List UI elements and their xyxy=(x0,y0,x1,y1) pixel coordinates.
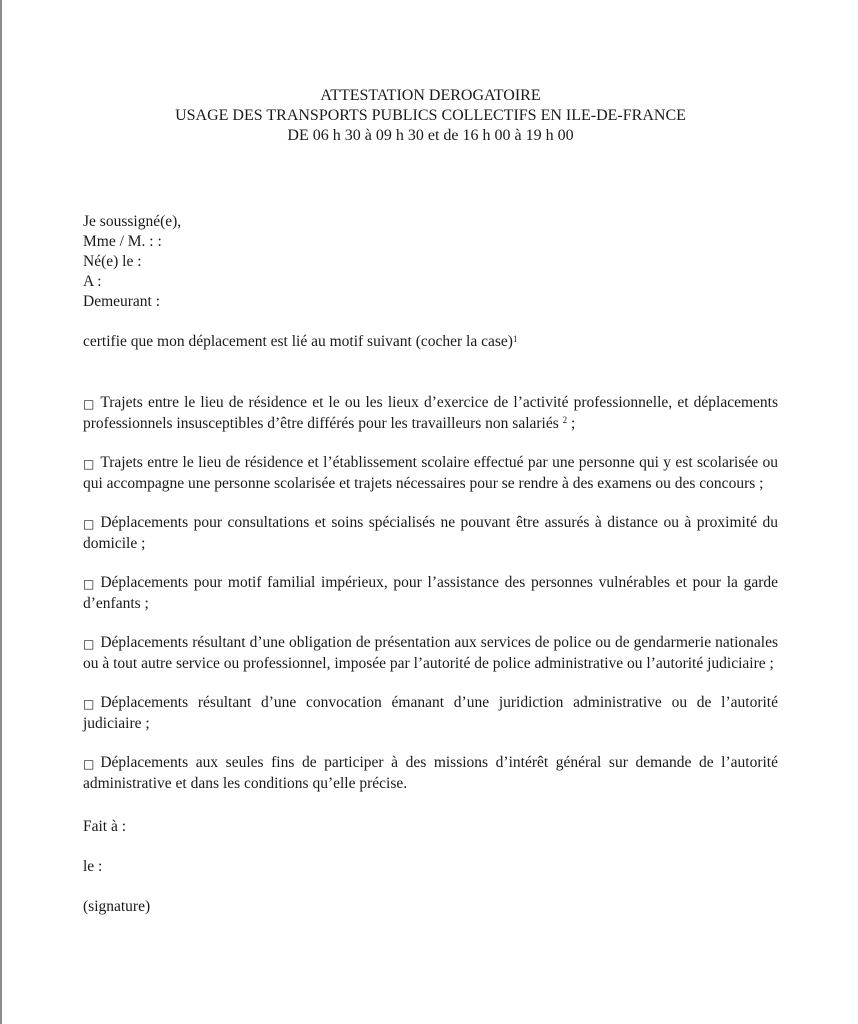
motif-item[interactable] xyxy=(83,633,778,673)
birth-date-field[interactable]: Né(e) le : xyxy=(83,253,142,270)
checkbox-icon[interactable]: □ xyxy=(83,697,95,711)
identity-section xyxy=(83,212,778,312)
document-header xyxy=(83,86,778,146)
checkbox-icon[interactable]: □ xyxy=(83,637,95,651)
checkbox-icon[interactable]: □ xyxy=(83,397,95,411)
address-field[interactable]: Demeurant : xyxy=(83,293,161,310)
fait-a-field[interactable]: Fait à : xyxy=(83,818,127,835)
checkbox-icon[interactable]: □ xyxy=(83,757,95,771)
motifs-list xyxy=(83,393,778,793)
motif-item[interactable] xyxy=(83,453,778,493)
signature-section xyxy=(83,817,778,917)
motif-text: Déplacements pour consultations et soins spécialisés ne pouvant être assurés à distance ou à proximité du domicile ; xyxy=(83,514,778,552)
motif-text: Déplacements aux seules fins de participer à des missions d’intérêt général sur demande de l’autorité administrative et dans les conditions qu’elle précise. xyxy=(83,754,778,792)
motif-text: Déplacements résultant d’une convocation émanant d’une juridiction administrative ou de l’autorité judiciaire ; xyxy=(83,694,778,732)
header-title: ATTESTATION DEROGATOIRE xyxy=(320,87,541,104)
soussigne-label: Je soussigné(e), xyxy=(83,213,182,230)
motif-item[interactable] xyxy=(83,513,778,553)
motif-item[interactable] xyxy=(83,393,778,433)
footnote-2: 2 xyxy=(562,414,568,425)
header-subtitle: USAGE DES TRANSPORTS PUBLICS COLLECTIFS EN ILE-DE-FRANCE xyxy=(175,107,686,124)
certify-statement xyxy=(83,332,778,352)
page-edge xyxy=(0,0,2,1024)
attestation-document xyxy=(83,86,778,937)
checkbox-icon[interactable]: □ xyxy=(83,457,95,471)
motif-text: Déplacements pour motif familial impérieux, pour l’assistance des personnes vulnérables et pour la garde d’enfants ; xyxy=(83,574,778,612)
checkbox-icon[interactable]: □ xyxy=(83,577,95,591)
motif-text: Trajets entre le lieu de résidence et le ou les lieux d’exercice de l’activité professionnelle, et déplacements professionnels insusceptibles d’être différés pour les travailleurs non salariés xyxy=(83,394,778,432)
motif-item[interactable] xyxy=(83,753,778,793)
signature-field[interactable]: (signature) xyxy=(83,898,151,915)
certify-text: certifie que mon déplacement est lié au motif suivant (cocher la case) xyxy=(83,333,513,350)
header-hours: DE 06 h 30 à 09 h 30 et de 16 h 00 à 19 h 00 xyxy=(287,127,574,144)
civilite-field[interactable]: Mme / M. : : xyxy=(83,233,162,250)
motif-suffix: ; xyxy=(567,414,576,432)
checkbox-icon[interactable]: □ xyxy=(83,517,95,531)
motif-text: Déplacements résultant d’une obligation de présentation aux services de police ou de gendarmerie nationales ou à tout autre service ou professionnel, imposée par l’autorité de police administrative ou l’autorité judiciaire ; xyxy=(83,634,778,672)
motif-text: Trajets entre le lieu de résidence et l’établissement scolaire effectué par une personne qui y est scolarisée ou qui accompagne une personne scolarisée et trajets nécessaires pour se rendre à des examens ou des concours ; xyxy=(83,454,778,492)
footnote-1: 1 xyxy=(512,334,518,344)
motif-item[interactable] xyxy=(83,573,778,613)
motif-item[interactable] xyxy=(83,693,778,733)
birth-place-field[interactable]: A : xyxy=(83,273,102,290)
date-field[interactable]: le : xyxy=(83,858,103,875)
